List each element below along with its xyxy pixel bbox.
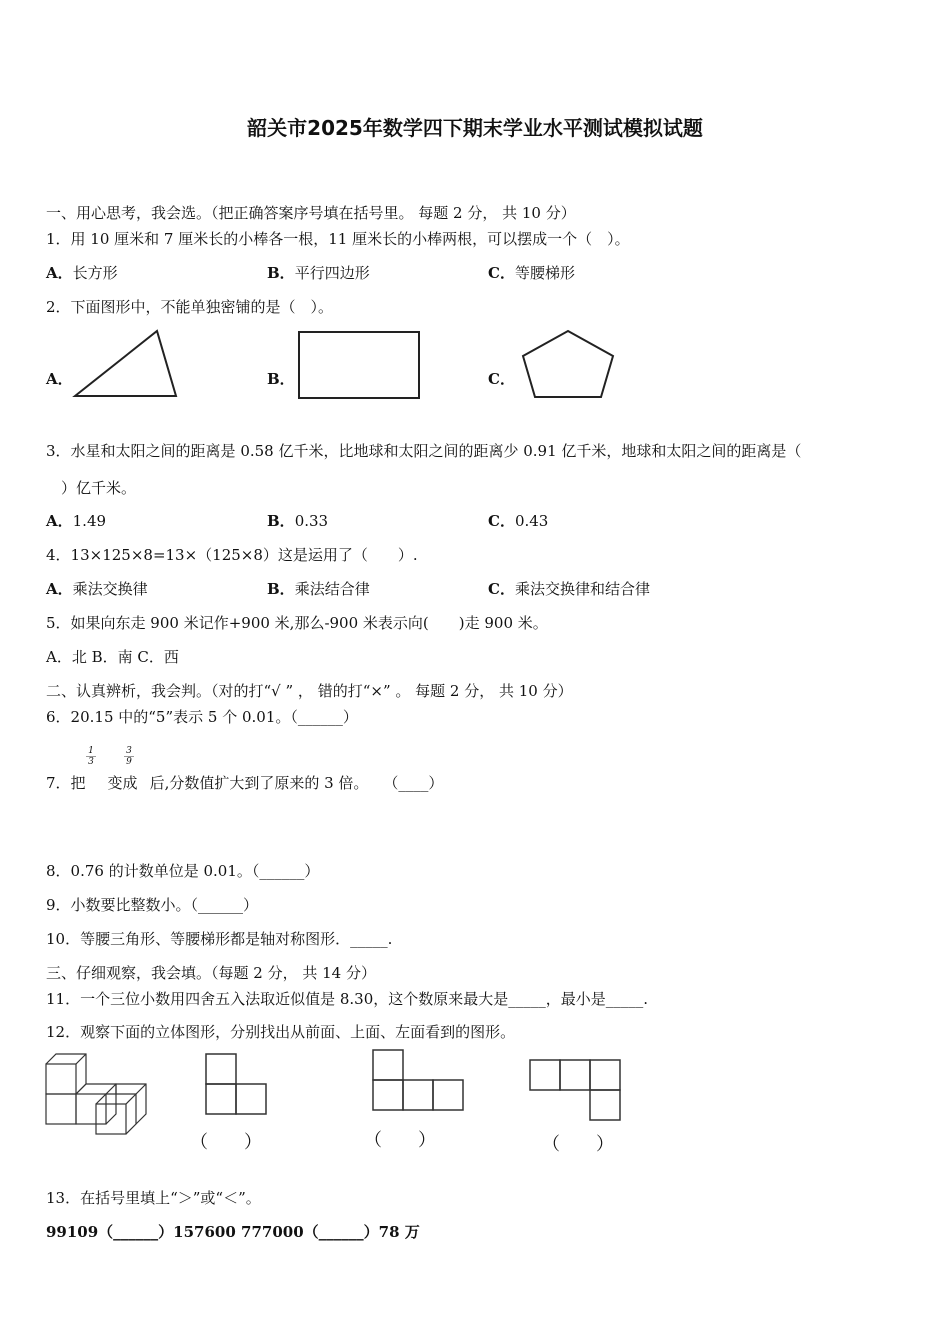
triangle-icon <box>72 328 182 400</box>
q4-option-b[interactable]: B．乘法结合律 <box>267 580 370 598</box>
view-shape-3-icon <box>528 1058 624 1122</box>
question-11: 11．一个三位小数用四舍五入法取近似值是 8.30，这个数原来最大是_____，最小是_____. <box>46 990 649 1008</box>
question-13-compare-line[interactable]: 99109（______）157600 777000（______）78 万 <box>46 1223 420 1241</box>
question-8: 8．0.76 的计数单位是 0.01。（______） <box>46 862 320 880</box>
question-12: 12．观察下面的立体图形，分别找出从前面、上面、左面看到的图形。 <box>46 1023 516 1041</box>
view-3-answer-blank[interactable]: （ ） <box>542 1134 614 1155</box>
q5-options[interactable]: A．北 B．南 C．西 <box>46 648 179 666</box>
q1-option-b[interactable]: B．平行四边形 <box>267 264 370 282</box>
q2-option-b[interactable]: B． <box>267 370 295 388</box>
fraction-three-ninths: $\frac{3}{9}$ <box>124 746 134 767</box>
question-3-line-2: ）亿千米。 <box>46 479 137 497</box>
q2-option-a[interactable]: A． <box>46 370 73 388</box>
view-shape-1-icon <box>204 1052 270 1116</box>
question-13: 13．在括号里填上“＞”或“＜”。 <box>46 1189 261 1207</box>
cube-stack-icon <box>44 1052 150 1138</box>
pentagon-icon <box>520 328 620 400</box>
q1-option-a[interactable]: A．长方形 <box>46 264 118 282</box>
q3-option-c[interactable]: C．0.43 <box>488 512 549 530</box>
question-5: 5．如果向东走 900 米记作+900 米,那么-900 米表示向( )走 900 米。 <box>46 614 548 632</box>
q3-option-a[interactable]: A．1.49 <box>46 512 107 530</box>
view-2-answer-blank[interactable]: （ ） <box>364 1130 436 1151</box>
q4-option-a[interactable]: A．乘法交换律 <box>46 580 148 598</box>
view-shape-2-icon <box>371 1048 467 1112</box>
question-6: 6．20.15 中的“5”表示 5 个 0.01。（______） <box>46 708 358 726</box>
question-3-line-1: 3．水星和太阳之间的距离是 0.58 亿千米，比地球和太阳之间的距离少 0.91 亿千米，地球和太阳之间的距离是（ <box>46 442 802 460</box>
question-4: 4．13×125×8=13×（125×8）这是运用了（ ）. <box>46 546 418 564</box>
section-2-heading: 二、认真辨析，我会判。（对的打“√ ” ， 错的打“×” 。 每题 2 分， 共 10 分） <box>46 682 573 700</box>
question-7: 7．把 变成 后,分数值扩大到了原来的 3 倍。 （____） <box>46 774 444 792</box>
q3-option-b[interactable]: B．0.33 <box>267 512 329 530</box>
q1-option-c[interactable]: C．等腰梯形 <box>488 264 575 282</box>
question-10: 10．等腰三角形、等腰梯形都是轴对称图形．_____. <box>46 930 393 948</box>
rectangle-icon <box>296 330 422 400</box>
question-1: 1．用 10 厘米和 7 厘米长的小棒各一根，11 厘米长的小棒两根，可以摆成一个（ ）。 <box>46 230 630 248</box>
q4-option-c[interactable]: C．乘法交换律和结合律 <box>488 580 650 598</box>
q2-option-c[interactable]: C． <box>488 370 515 388</box>
section-3-heading: 三、仔细观察，我会填。（每题 2 分， 共 14 分） <box>46 964 376 982</box>
view-1-answer-blank[interactable]: （ ） <box>190 1132 262 1153</box>
page-title: 韶关市2025年数学四下期末学业水平测试模拟试题 <box>247 116 703 140</box>
question-9: 9．小数要比整数小。（______） <box>46 896 259 914</box>
fraction-one-third: $\frac{1}{3}$ <box>86 746 96 767</box>
section-1-heading: 一、用心思考，我会选。（把正确答案序号填在括号里。 每题 2 分， 共 10 分） <box>46 204 576 222</box>
question-2: 2．下面图形中，不能单独密铺的是（ ）。 <box>46 298 334 316</box>
